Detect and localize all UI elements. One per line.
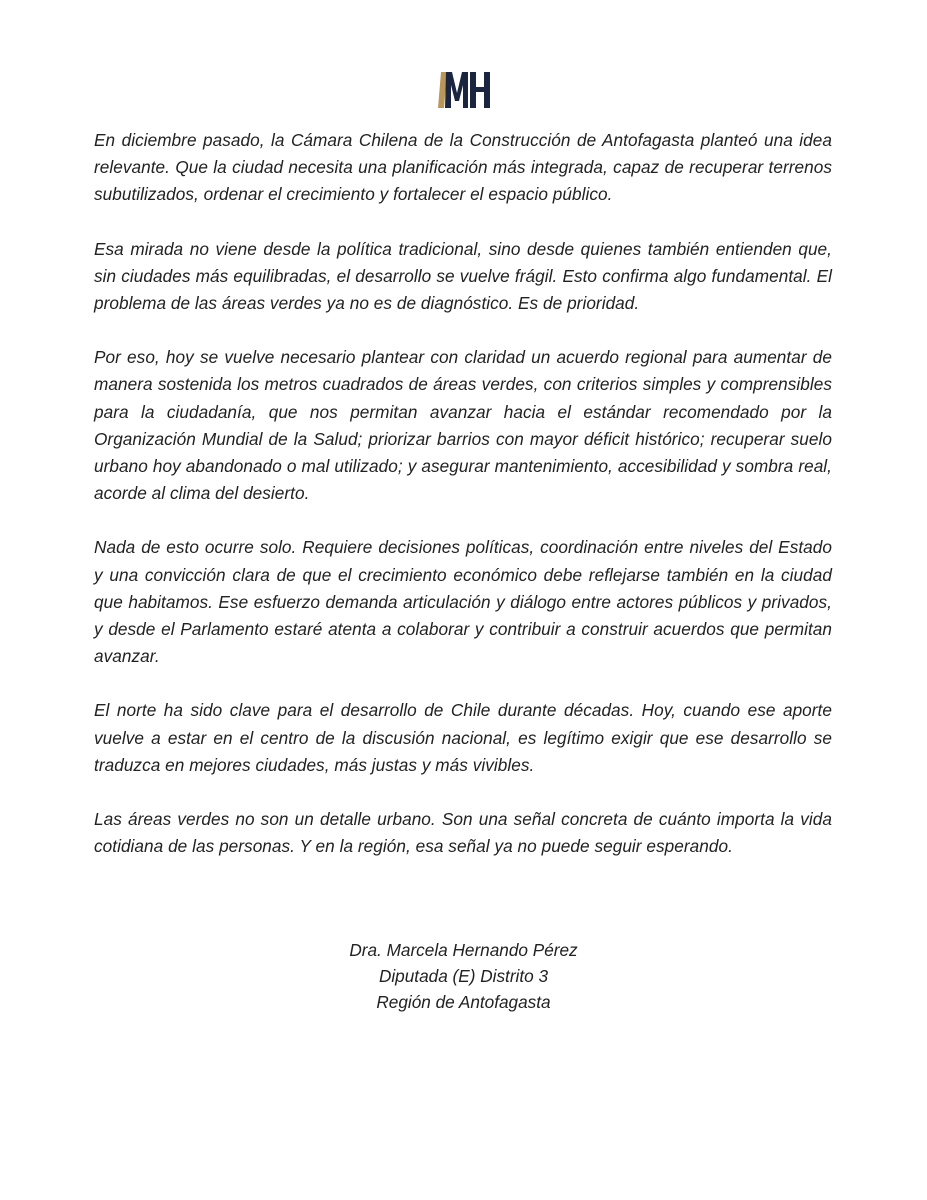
paragraph-2: Esa mirada no viene desde la política tradicional, sino desde quienes también entienden que, sin ciudades más equilibradas, el desarrollo se vuelve frágil. Esto confirma algo fundamental. El problema de las áreas verdes ya no es de diagnóstico. Es de prioridad. xyxy=(94,238,832,314)
signature-role: Diputada (E) Distrito 3 xyxy=(378,966,549,986)
logo-letter-h-crossbar xyxy=(475,87,485,92)
paragraph-6: Las áreas verdes no son un detalle urbano. Son una señal concreta de cuánto importa la vida cotidiana de las personas. Y en la región, esa señal ya no puede seguir esperando. xyxy=(94,809,832,857)
mh-logo xyxy=(437,71,491,109)
paragraph-4: Nada de esto ocurre solo. Requiere decisiones políticas, coordinación entre niveles del Estado y una convicción clara de que el crecimiento económico debe reflejarse también en la ciudad que habitamos. Ese esfuerzo demanda articulación y diálogo entre actores públicos y privados, y desde el Parlamento estaré atenta a colaborar y contribuir a construir acuerdos que permitan avanzar. xyxy=(94,537,832,667)
signature-name: Dra. Marcela Hernando Pérez xyxy=(349,940,578,960)
paragraph-3: Por eso, hoy se vuelve necesario plantear con claridad un acuerdo regional para aumentar de manera sostenida los metros cuadrados de áreas verdes, con criterios simples y comprensibles para la ciudadanía, que nos permitan avanzar hacia el estándar recomendado por la Organización Mundial de la Salud; priorizar barrios con mayor déficit histórico; recuperar suelo urbano hoy abandonado o mal utilizado; y asegurar mantenimiento, accesibilidad y sombra real, acorde al clima del desierto. xyxy=(94,347,832,504)
signature-block xyxy=(0,937,927,1015)
letter-body xyxy=(94,127,832,887)
paragraph-5: El norte ha sido clave para el desarrollo de Chile durante décadas. Hoy, cuando ese aporte vuelve a estar en el centro de la discusión nacional, es legítimo exigir que ese desarrollo se traduzca en mejores ciudades, más justas y más vivibles. xyxy=(94,700,832,775)
paragraph-1: En diciembre pasado, la Cámara Chilena de la Construcción de Antofagasta planteó una idea relevante. Que la ciudad necesita una planificación más integrada, capaz de recuperar terrenos subutilizados, ordenar el crecimiento y fortalecer el espacio público. xyxy=(94,130,832,205)
logo-letter-m xyxy=(445,72,468,108)
signature-region: Región de Antofagasta xyxy=(376,992,551,1012)
mh-logo-icon xyxy=(437,71,491,109)
